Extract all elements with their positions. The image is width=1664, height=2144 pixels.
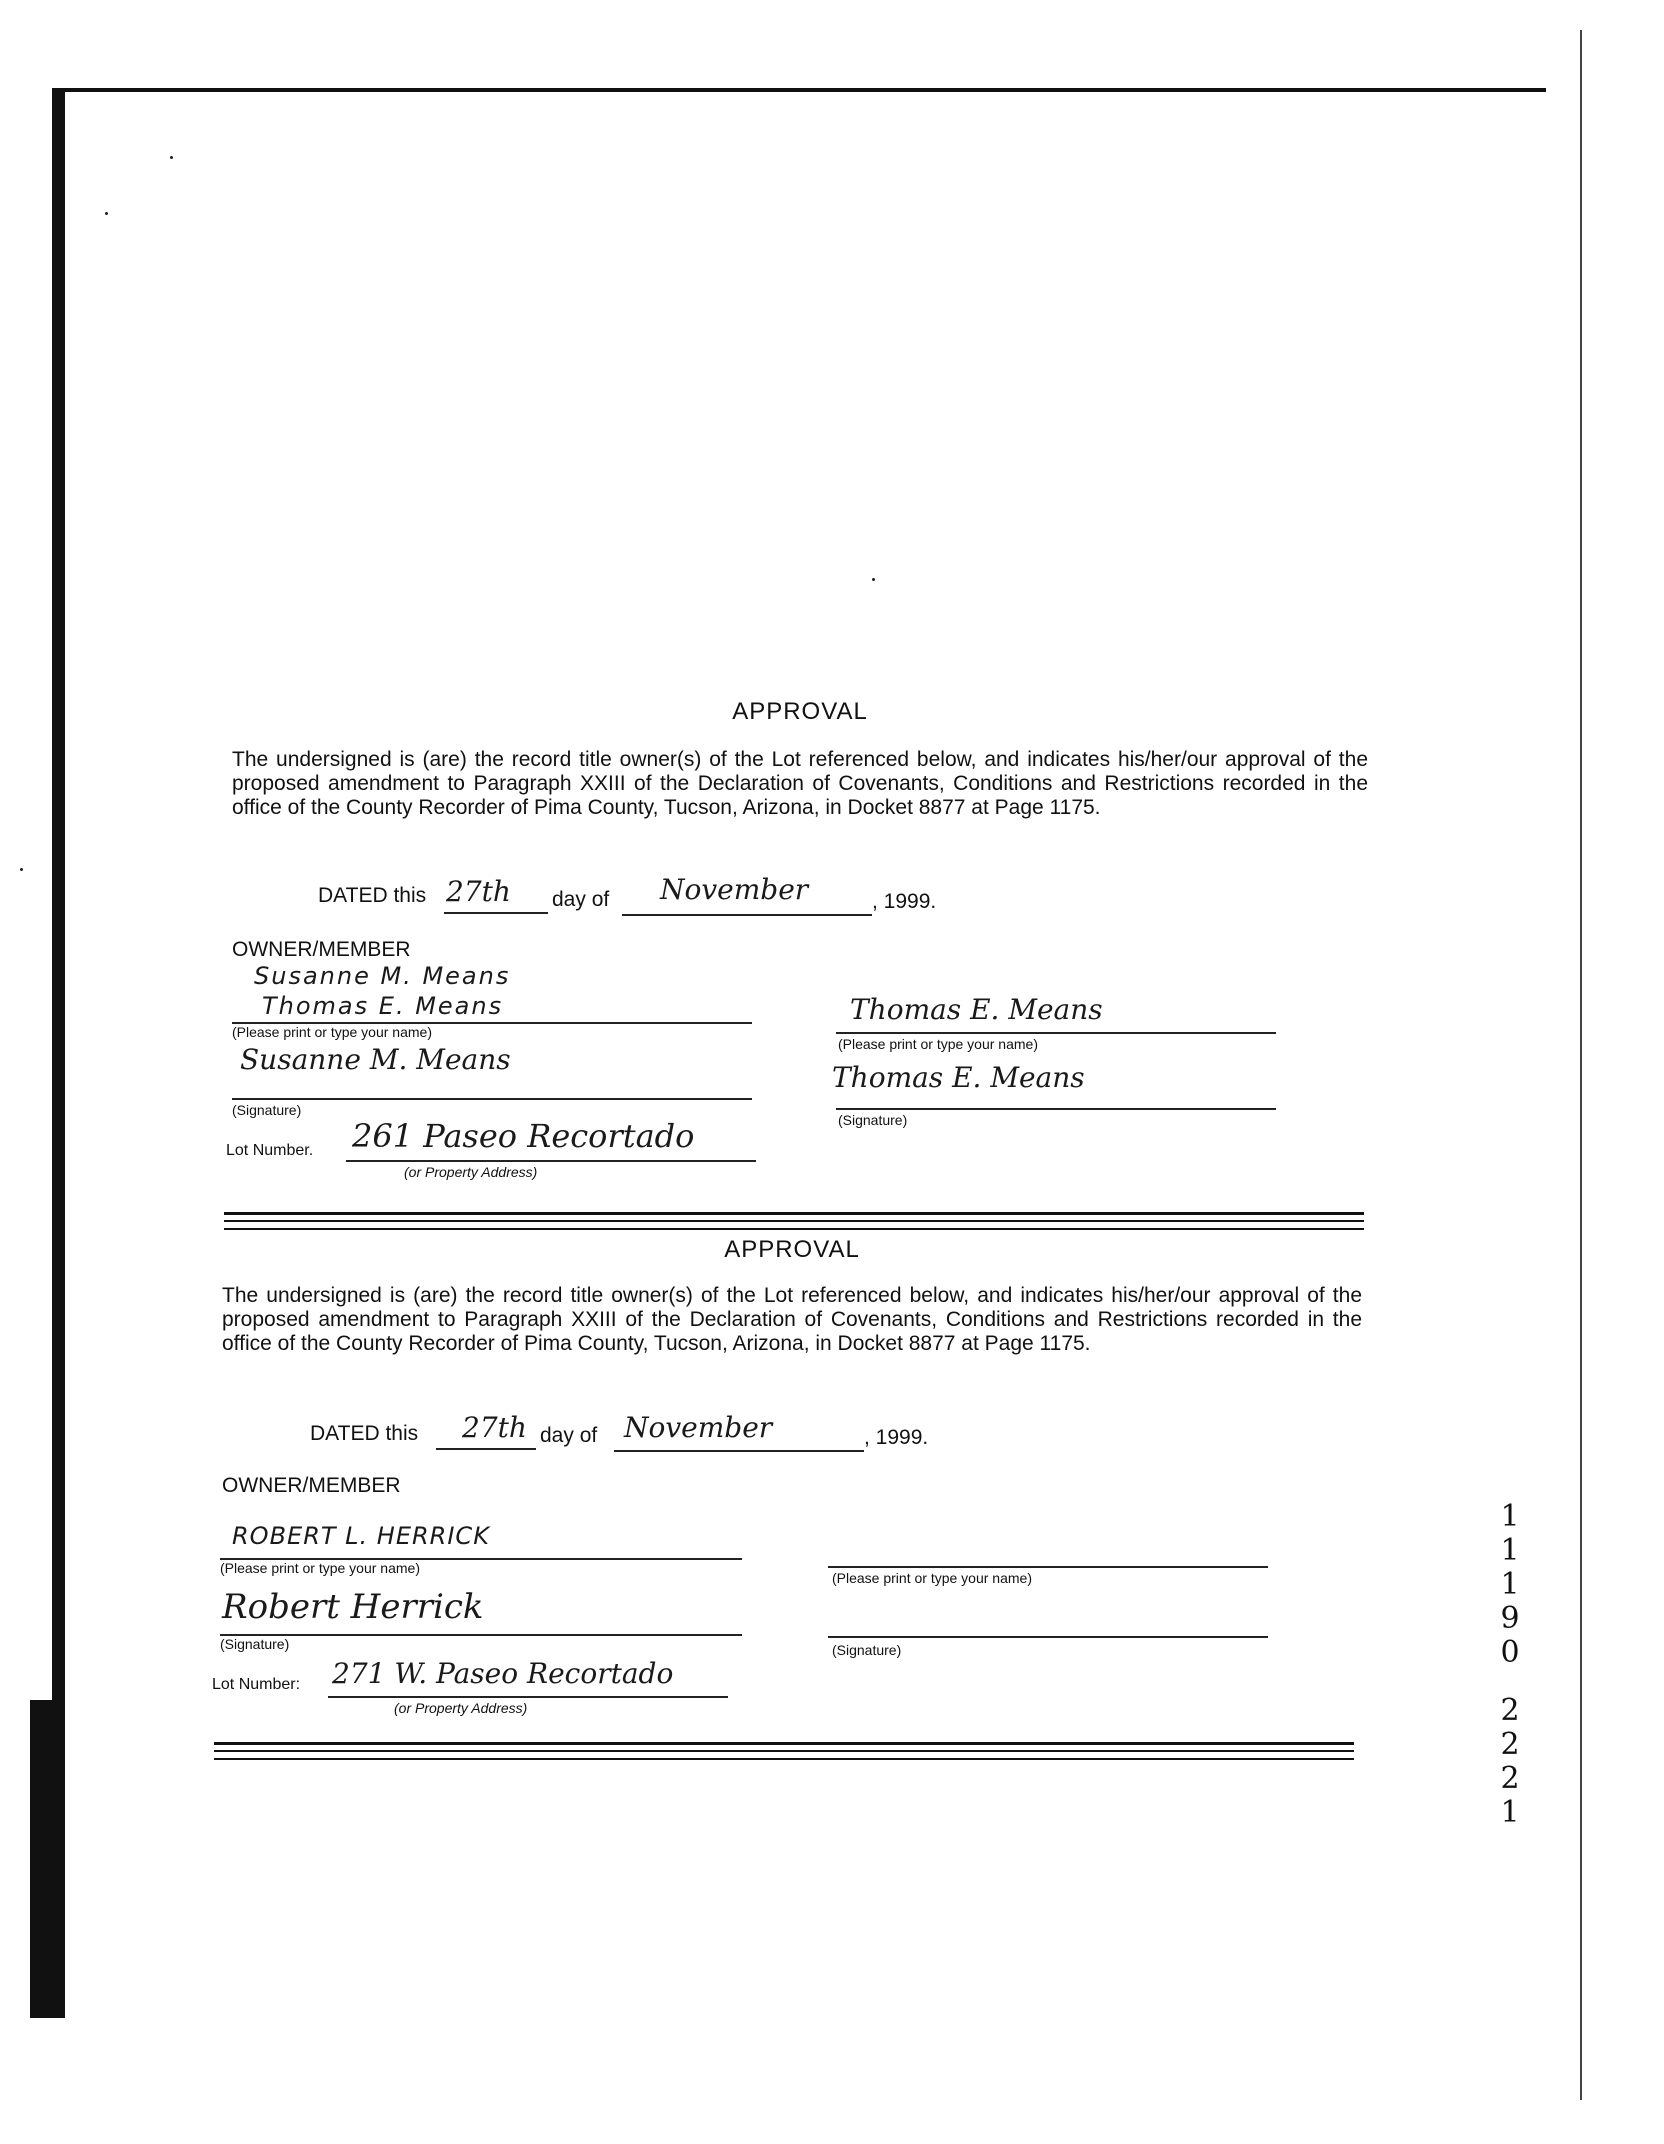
approval-heading-2: APPROVAL <box>724 1236 860 1263</box>
dated-year-1: , 1999. <box>872 890 937 913</box>
dated-month-1: November <box>660 873 809 906</box>
dated-year-2: , 1999. <box>864 1426 929 1449</box>
stamp-digit: 1 <box>1500 1499 1520 1534</box>
owner-signature-1b: Thomas E. Means <box>832 1061 1085 1094</box>
lot-number-label-1: Lot Number. <box>226 1142 314 1159</box>
scan-left-border-foot <box>30 1700 52 2018</box>
scan-speck <box>105 212 108 215</box>
lot-number-label-2: Lot Number: <box>212 1676 301 1693</box>
stamp-digit: 9 <box>1500 1601 1520 1636</box>
lot-number-caption-2: (or Property Address) <box>394 1700 528 1716</box>
dated-day-1: 27th <box>446 875 511 908</box>
lot-number-value-2: 271 W. Paseo Recortado <box>332 1657 674 1690</box>
approval-body-2: The undersigned is (are) the record title owner(s) of the Lot referenced below, and indicates his/her/our approval of the proposed amendment to Paragraph XXIII of the Declaration of Covenants, Conditions and Restrictions recorded in the office of the County Recorder of Pima County, Tucson, Arizona, in Docket 8877 at Page 1175. <box>222 1284 1362 1355</box>
print-name-caption-1-right: (Please print or type your name) <box>838 1036 1038 1052</box>
owner-print-name-1a: Susanne M. Means <box>254 962 511 990</box>
approval-heading-1: APPROVAL <box>732 698 868 725</box>
dated-mid-1: day of <box>552 888 610 911</box>
scan-speck <box>872 578 875 581</box>
docket-number <box>1490 1500 1530 1670</box>
dated-prefix-1: DATED this <box>318 884 427 907</box>
lot-number-caption-1: (or Property Address) <box>404 1164 538 1180</box>
owner-label-2: OWNER/MEMBER <box>222 1474 401 1497</box>
dated-prefix-2: DATED this <box>310 1422 419 1445</box>
print-name-caption-2-right: (Please print or type your name) <box>832 1570 1032 1586</box>
owner-signature-2: Robert Herrick <box>222 1587 484 1627</box>
docket-page-stamp <box>1490 1500 1530 1830</box>
lot-number-value-1: 261 Paseo Recortado <box>352 1117 695 1155</box>
signature-caption-1-right: (Signature) <box>838 1112 908 1128</box>
page-number <box>1490 1694 1530 1830</box>
owner-print-name-1c: Thomas E. Means <box>850 993 1103 1026</box>
stamp-digit: 2 <box>1500 1727 1520 1762</box>
signature-caption-2-right: (Signature) <box>832 1642 902 1658</box>
print-name-caption-2: (Please print or type your name) <box>220 1560 420 1576</box>
owner-signature-1a: Susanne M. Means <box>240 1043 511 1076</box>
scan-speck <box>170 156 173 159</box>
dated-day-2: 27th <box>462 1411 527 1444</box>
signature-caption-2: (Signature) <box>220 1636 290 1652</box>
signature-caption-1: (Signature) <box>232 1102 302 1118</box>
scan-speck <box>20 868 23 871</box>
owner-label-1: OWNER/MEMBER <box>232 938 411 961</box>
owner-print-name-1b: Thomas E. Means <box>262 992 504 1020</box>
approval-body-1: The undersigned is (are) the record title owner(s) of the Lot referenced below, and indicates his/her/our approval of the proposed amendment to Paragraph XXIII of the Declaration of Covenants, Conditions and Restrictions recorded in the office of the County Recorder of Pima County, Tucson, Arizona, in Docket 8877 at Page 1175. <box>232 748 1368 819</box>
dated-month-2: November <box>624 1411 773 1444</box>
dated-mid-2: day of <box>540 1424 598 1447</box>
print-name-caption-1: (Please print or type your name) <box>232 1024 432 1040</box>
stamp-digit: 1 <box>1500 1533 1520 1568</box>
scan-top-border <box>52 88 1546 92</box>
scan-left-border <box>52 88 65 2018</box>
stamp-digit: 2 <box>1500 1761 1520 1796</box>
stamp-digit: 1 <box>1500 1795 1520 1830</box>
stamp-digit: 2 <box>1500 1693 1520 1728</box>
scan-right-edge <box>1580 30 1582 2100</box>
owner-print-name-2: ROBERT L. HERRICK <box>232 1522 490 1550</box>
stamp-digit: 1 <box>1500 1567 1520 1602</box>
stamp-digit: 0 <box>1500 1635 1520 1670</box>
